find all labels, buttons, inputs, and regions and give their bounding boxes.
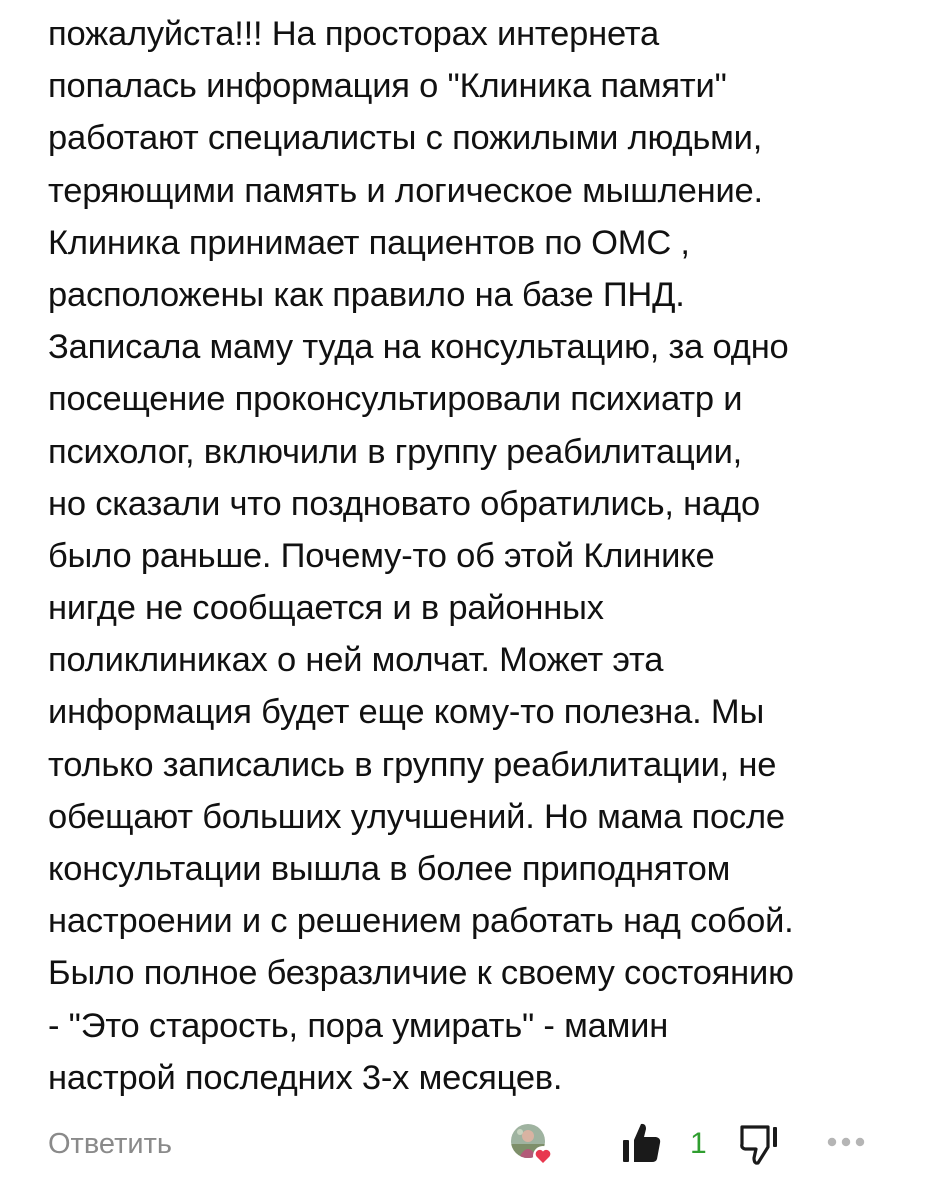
comment-line: нигде не сообщается и в районных: [48, 589, 604, 628]
comment-line: Было полное безразличие к своему состоянию: [48, 954, 794, 993]
comment-line: попалась информация о "Клиника памяти": [48, 67, 727, 106]
heart-icon: [533, 1146, 553, 1166]
comment-line: посещение проконсультировали психиатр и: [48, 380, 743, 419]
thumbs-down-icon: [738, 1120, 782, 1166]
comment-line: настрой последних 3-х месяцев.: [48, 1058, 563, 1097]
like-button[interactable]: [620, 1120, 664, 1166]
comment-text: [48, 8, 898, 1104]
comment-line: только записались в группу реабилитации, не: [48, 745, 777, 784]
more-dots-icon: [826, 1134, 870, 1150]
thumbs-up-icon: [620, 1120, 664, 1166]
comment-line: было раньше. Почему-то об этой Клинике: [48, 536, 715, 575]
comment-line: информация будет еще кому-то полезна. Мы: [48, 693, 765, 732]
comment-line: Записала маму туда на консультацию, за одно: [48, 328, 789, 367]
comment-line: но сказали что поздновато обратились, надо: [48, 484, 760, 523]
reply-button[interactable]: Ответить: [48, 1128, 172, 1160]
comment-line: работают специалисты с пожилыми людьми,: [48, 119, 763, 158]
more-button[interactable]: [826, 1134, 870, 1150]
comment-actions: [0, 1110, 926, 1180]
dislike-button[interactable]: [738, 1120, 782, 1166]
comment-line: пожалуйста!!! На просторах интернета: [48, 15, 660, 53]
comment-line: - "Это старость, пора умирать" - мамин: [48, 1006, 669, 1045]
comment-line: расположены как правило на базе ПНД.: [48, 275, 685, 314]
comment-line: Клиника принимает пациентов по ОМС ,: [48, 223, 690, 262]
reactor-avatar[interactable]: [511, 1124, 551, 1164]
comment-line: консультации вышла в более приподнятом: [48, 850, 731, 888]
comment-line: обещают больших улучшений. Но мама после: [48, 797, 785, 836]
like-count: 1: [690, 1127, 707, 1160]
comment-line: теряющими память и логическое мышление.: [48, 171, 763, 210]
heart-badge: [533, 1146, 553, 1166]
comment-line: настроении и с решением работать над собой.: [48, 902, 794, 941]
comment-line: поликлиниках о ней молчат. Может эта: [48, 641, 664, 680]
comment-line: психолог, включили в группу реабилитации,: [48, 432, 743, 471]
